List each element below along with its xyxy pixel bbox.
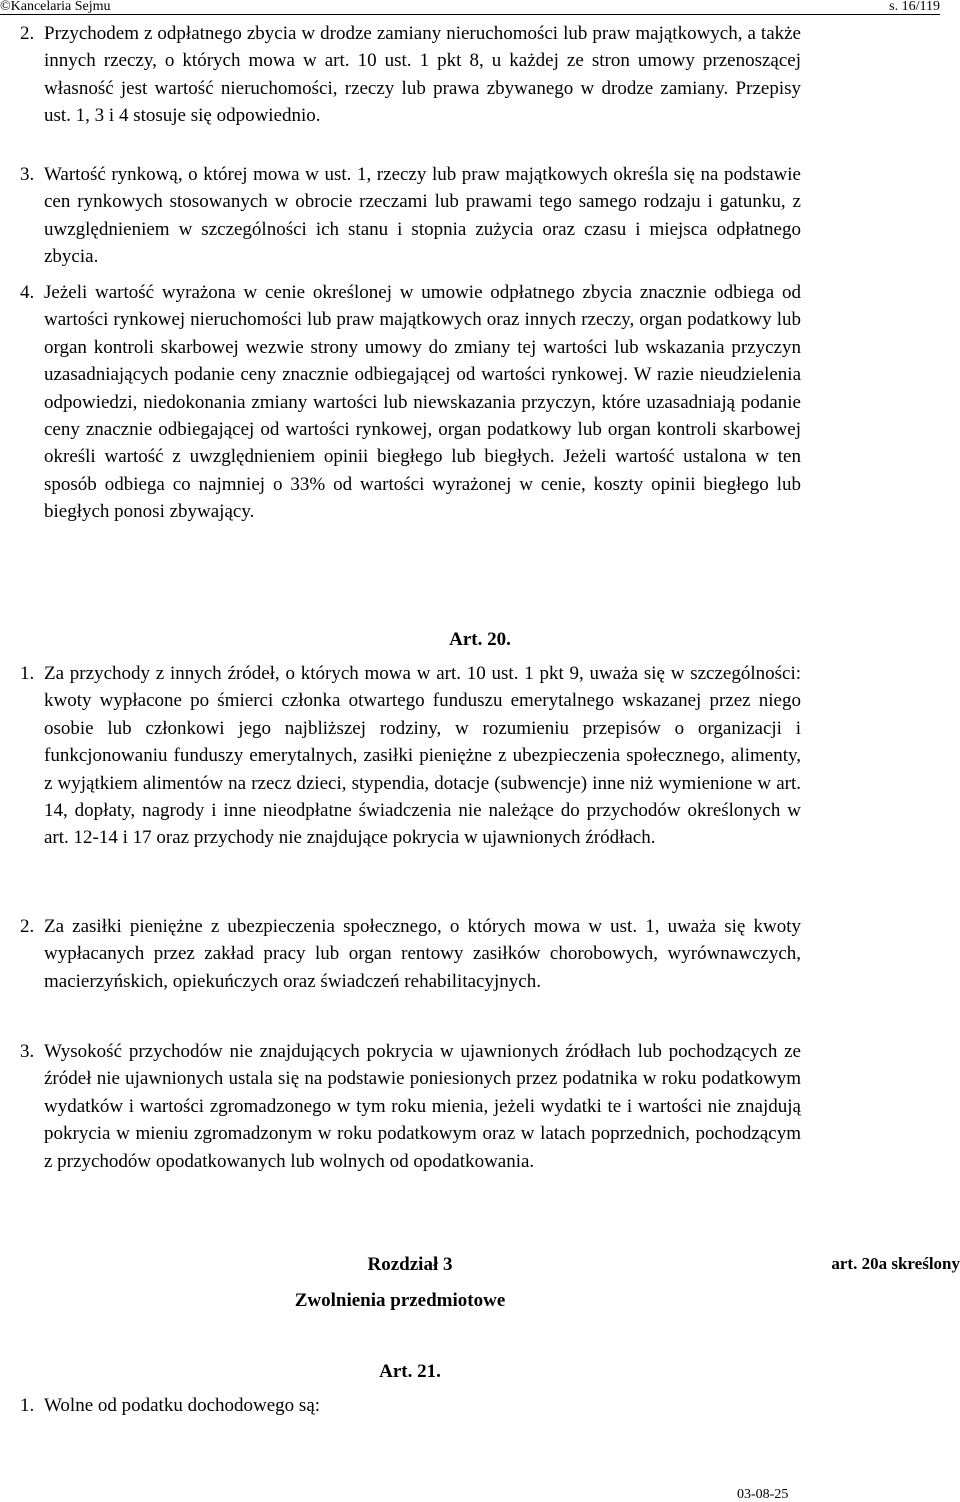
art20-paragraph-2 — [20, 913, 801, 995]
paragraph-number: 4. — [20, 282, 35, 303]
paragraph-text: Jeżeli wartość wyrażona w cenie określonej w umowie odpłatnego zbycia znacznie odbiega od wartości rynkowej nieruchomości lub praw majątkowych oraz innych rzeczy, organ podatkowy lub organ kontroli skarbowej wezwie strony umowy do zmiany tej wartości lub wskazania przyczyn uzasadniających podanie ceny znacznie odbiegającej od wartości rynkowej. W razie nieudzielenia odpowiedzi, niedokonania zmiany wartości lub niewskazania przyczyn, które uzasadniają podanie ceny znacznie odbiegającej od wartości rynkowej, organ podatkowy lub organ kontroli skarbowej określi wartość z uwzględnieniem opinii biegłego lub biegłych. Jeżeli wartość ustalona w ten sposób odbiega co najmniej o 33% od wartości wyrażonej w cenie, koszty opinii biegłego lub biegłych ponosi zbywający. — [44, 282, 801, 523]
header-left: ©Kancelaria Sejmu — [0, 0, 111, 14]
paragraph-3 — [20, 161, 801, 271]
paragraph-text: Przychodem z odpłatnego zbycia w drodze zamiany nieruchomości lub praw majątkowych, a także innych rzeczy, o których mowa w art. 10 ust. 1 pkt 8, u każdej ze stron umowy przenoszącej własność jest wartość nieruchomości, rzeczy lub prawa zbywanego w drodze zamiany. Przepisy ust. 1, 3 i 4 stosuje się odpowiednio. — [44, 23, 801, 127]
art21-paragraph-1 — [20, 1392, 420, 1419]
art20-paragraph-3 — [20, 1038, 801, 1175]
paragraph-number: 2. — [20, 916, 35, 937]
article-21-title: Art. 21. — [379, 1361, 441, 1382]
chapter-title: Zwolnienia przedmiotowe — [294, 1290, 506, 1311]
paragraph-number: 1. — [20, 663, 35, 684]
paragraph-number: 3. — [20, 1041, 35, 1062]
paragraph-text: Za zasiłki pieniężne z ubezpieczenia społecznego, o których mowa w ust. 1, uważa się kwoty wypłacanych przez zakład pracy lub organ rentowy zasiłków chorobowych, wyrównawczych, macierzyńskich, opiekuńczych oraz świadczeń rehabilitacyjnych. — [44, 916, 801, 992]
chapter-number: Rozdział 3 — [367, 1254, 453, 1275]
article-20-title: Art. 20. — [449, 629, 511, 650]
header-page-number: s. 16/119 — [889, 0, 940, 14]
paragraph-number: 2. — [20, 23, 35, 44]
paragraph-2 — [20, 20, 801, 130]
paragraph-text: Wysokość przychodów nie znajdujących pokrycia w ujawnionych źródłach lub pochodzących ze źródeł nie ujawnionych ustala się na podstawie poniesionych przez podatnika w roku podatkowym wydatków i wartości zgromadzonego w tym roku mienia, jeżeli wydatki te i wartości nie znajdują pokrycia w mieniu zgromadzonym w roku podatkowym oraz w latach poprzednich, pochodzącym z przychodów opodatkowanych lub wolnych od opodatkowania. — [44, 1041, 801, 1172]
paragraph-4 — [20, 279, 801, 526]
art20-paragraph-1 — [20, 660, 801, 852]
paragraph-text: Wolne od podatku dochodowego są: — [44, 1395, 321, 1417]
page-header — [0, 0, 960, 14]
footer-date: 03-08-25 — [737, 1487, 789, 1502]
paragraph-text: Wartość rynkową, o której mowa w ust. 1, rzeczy lub praw majątkowych określa się na podstawie cen rynkowych stosowanych w obrocie rzeczami lub prawami tego samego rodzaju i gatunku, z uwzględnieniem w szczególności ich stanu i stopnia zużycia oraz czasu i miejsca odpłatnego zbycia. — [44, 164, 801, 268]
paragraph-number: 3. — [20, 164, 35, 185]
paragraph-number: 1. — [20, 1395, 35, 1416]
paragraph-text: Za przychody z innych źródeł, o których mowa w art. 10 ust. 1 pkt 9, uważa się w szczególności: kwoty wypłacone po śmierci członka otwartego funduszu emerytalnego wskazanej przez niego osobie lub członkowi jego najbliższej rodziny, w rozumieniu przepisów o organizacji i funkcjonowaniu funduszy emerytalnych, zasiłki pieniężne z ubezpieczenia społecznego, alimenty, z wyjątkiem alimentów na rzecz dzieci, stypendia, dotacje (subwencje) inne niż wymienione w art. 14, dopłaty, nagrody i inne nieodpłatne świadczenia nie należące do przychodów określonych w art. 12-14 i 17 oraz przychody nie znajdujące pokrycia w ujawnionych źródłach. — [44, 663, 801, 849]
side-note: art. 20a skreślony — [831, 1254, 960, 1273]
header-rule — [0, 14, 940, 15]
